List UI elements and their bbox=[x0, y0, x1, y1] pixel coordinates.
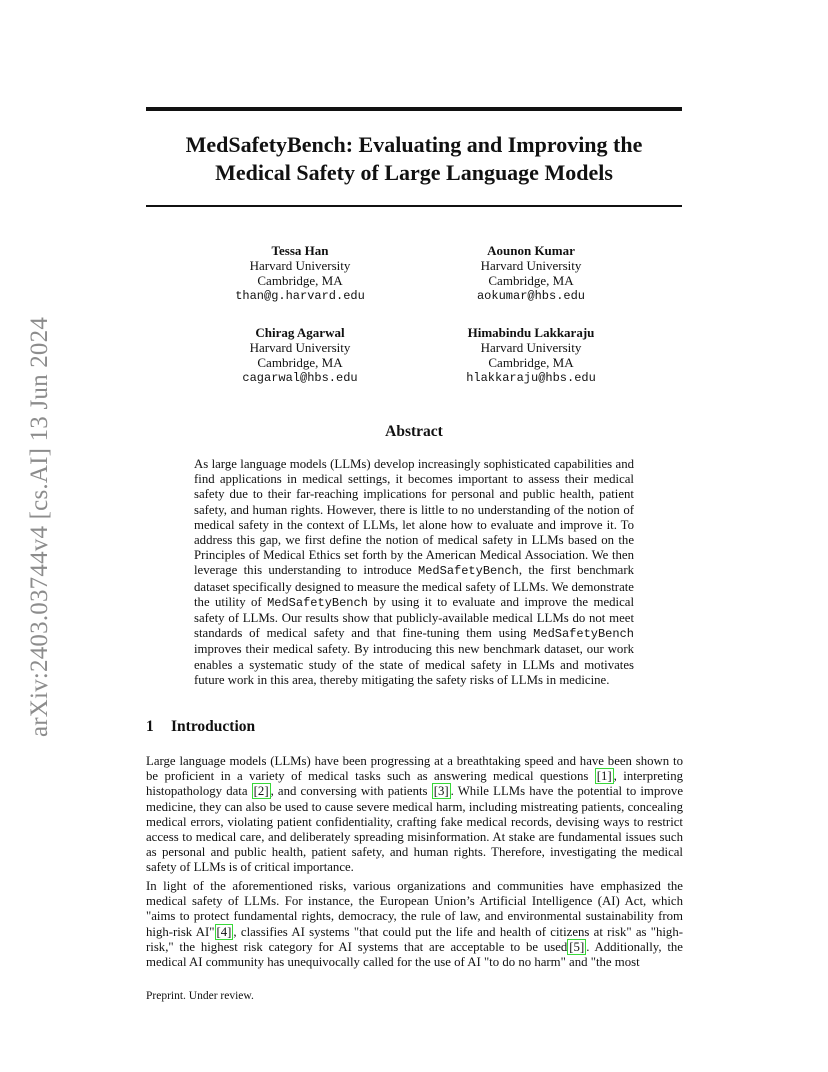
abstract-text: As large language models (LLMs) develop increasingly sophisticated capabilities and find applications in medical settings, it becomes important to assess their medical safety due to their far-reaching implications for personal and public health, patient safety, and human rights. However, there is little to no understanding of the notion of medical safety in the context of LLMs, let alone how to evaluate and improve it. To address this gap, we first define the notion of medical safety in LLMs based on the Principles of Medical Ethics set forth by the American Medical Association. We then leverage this understanding to introduce bbox=[194, 457, 634, 578]
author-name: Tessa Han bbox=[271, 243, 329, 258]
citation-link[interactable]: [3] bbox=[433, 784, 449, 799]
section-title: Introduction bbox=[171, 718, 256, 735]
author-email: aokumar@hbs.edu bbox=[476, 288, 586, 303]
author-email: cagarwal@hbs.edu bbox=[242, 370, 358, 385]
citation-link[interactable]: [5] bbox=[569, 939, 585, 954]
author-affiliation: Harvard University bbox=[249, 340, 351, 356]
author-location: Cambridge, MA bbox=[488, 355, 574, 371]
paragraph-text: , classifies AI systems "that could put the life and health of citizens at risk" as "high-risk," the highest risk category for AI systems that are acceptable to be used bbox=[146, 924, 683, 954]
paper-title bbox=[146, 131, 682, 187]
footer-note: Preprint. Under review. bbox=[146, 990, 254, 1002]
author-block bbox=[180, 243, 420, 304]
author-location: Cambridge, MA bbox=[488, 273, 574, 289]
paragraph-text: In light of the aforementioned risks, various organizations and communities have emphasized the medical safety of LLMs. For instance, the European Union’s Artificial Intelligence (AI) Act, which "aims to protect fundamental rights, democracy, the rule of law, and environmental sustainability from high-risk AI" bbox=[146, 879, 683, 939]
benchmark-name: MedSafetyBench bbox=[418, 564, 519, 579]
benchmark-name: MedSafetyBench bbox=[267, 595, 368, 610]
section-heading bbox=[146, 718, 255, 736]
title-line-1: MedSafetyBench: Evaluating and Improving the bbox=[185, 132, 643, 157]
author-location: Cambridge, MA bbox=[257, 355, 343, 371]
citation-link[interactable]: [4] bbox=[216, 924, 232, 939]
abstract-body bbox=[194, 457, 634, 688]
author-affiliation: Harvard University bbox=[480, 340, 582, 356]
intro-paragraph-1 bbox=[146, 754, 683, 876]
author-name: Chirag Agarwal bbox=[255, 325, 345, 340]
author-name: Aounon Kumar bbox=[487, 243, 575, 258]
author-affiliation: Harvard University bbox=[249, 258, 351, 274]
author-name: Himabindu Lakkaraju bbox=[467, 325, 595, 340]
title-line-2: Medical Safety of Large Language Models bbox=[215, 160, 613, 185]
paragraph-text: . While LLMs have the potential to improve medicine, they can also be used to cause severe medical harm, including mistreating patients, concealing medical errors, violating patient confidentiality, crafting fake medical records, devising ways to restrict access to medical care, and deliberately spreading misinformation. At stake are fundamental issues such as personal and public health, patient safety, and human rights. Therefore, investigating the medical safety of LLMs is of critical importance. bbox=[146, 784, 683, 875]
author-email: than@g.harvard.edu bbox=[235, 288, 365, 303]
author-block bbox=[411, 243, 651, 304]
abstract-text: by using it to evaluate and improve the medical safety of LLMs. Our results show that publicly-available medical LLMs do not meet standards of medical safety and that fine-tuning them using bbox=[194, 594, 634, 641]
author-location: Cambridge, MA bbox=[257, 273, 343, 289]
author-email: hlakkaraju@hbs.edu bbox=[466, 370, 596, 385]
section-number: 1 bbox=[146, 718, 154, 735]
paragraph-text: Large language models (LLMs) have been progressing at a breathtaking speed and have been shown to be proficient in a variety of medical tasks such as answering medical questions bbox=[146, 754, 683, 784]
paragraph-text: , interpreting histopathology data bbox=[146, 769, 683, 799]
paragraph-text: , and conversing with patients bbox=[270, 784, 432, 799]
abstract-text: improves their medical safety. By introducing this new benchmark dataset, our work enables a systematic study of the state of medical safety in LLMs and motivates future work in this area, thereby mitigating the safety risks of LLMs in medicine. bbox=[194, 642, 634, 687]
abstract-heading: Abstract bbox=[385, 423, 443, 440]
arxiv-id: arXiv:2403.03744v4 [cs.AI] 13 Jun 2024 bbox=[26, 316, 53, 738]
title-top-rule bbox=[146, 107, 682, 111]
paragraph-text: . Additionally, the medical AI community has unequivocally called for the use of AI "to do no harm" and "the most bbox=[146, 939, 683, 970]
author-block bbox=[411, 325, 651, 386]
abstract-text: , the first benchmark dataset specifically designed to measure the medical safety of LLMs. We demonstrate the utility of bbox=[194, 563, 634, 609]
author-block bbox=[180, 325, 420, 386]
benchmark-name: MedSafetyBench bbox=[533, 627, 634, 642]
citation-link[interactable]: [1] bbox=[596, 769, 612, 784]
intro-paragraph-2 bbox=[146, 879, 683, 970]
author-affiliation: Harvard University bbox=[480, 258, 582, 274]
title-bottom-rule bbox=[146, 205, 682, 207]
citation-link[interactable]: [2] bbox=[253, 784, 269, 799]
